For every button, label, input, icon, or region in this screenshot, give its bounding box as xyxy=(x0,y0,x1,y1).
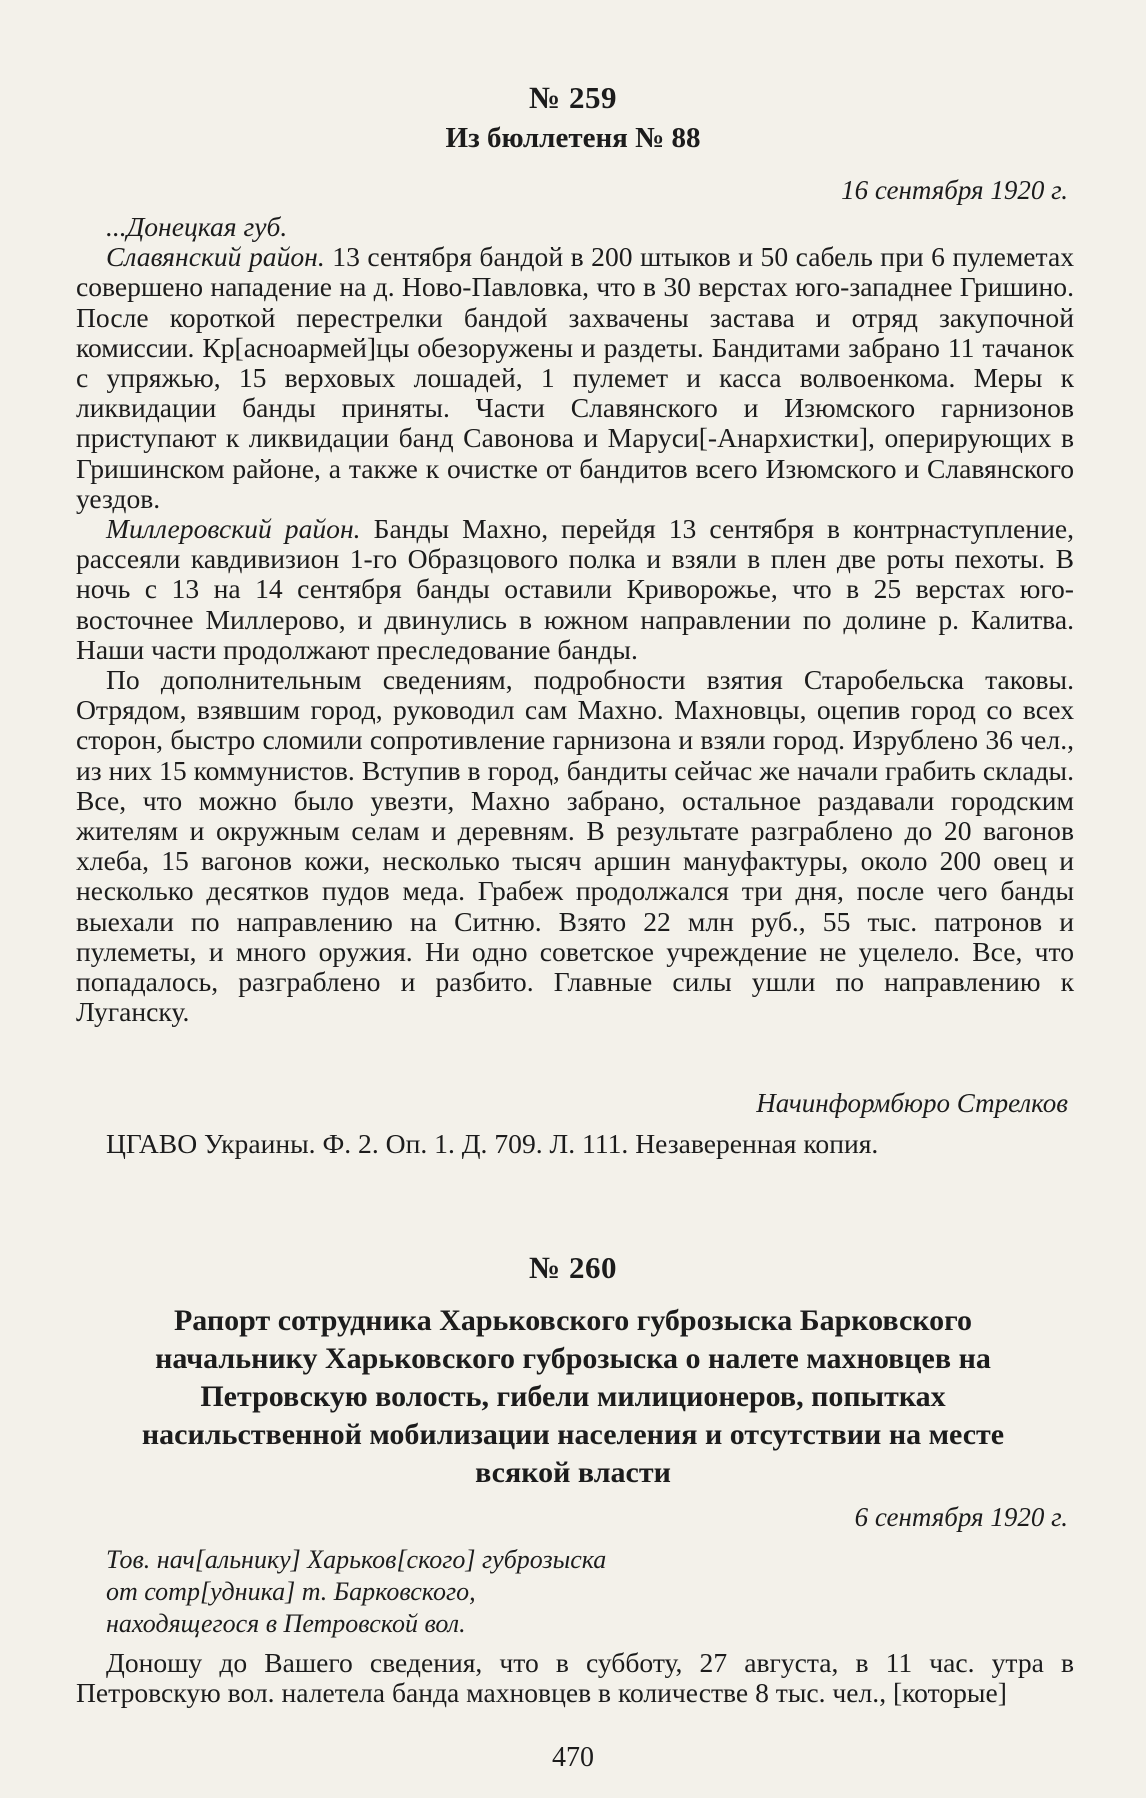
document-heading-260: Рапорт сотрудника Харьковского губрозыска Барковского начальнику Харьковского губрозыска о налете махновцев на Петровскую волость, гибели милиционеров, попытках насильственной мобилизации населения и отсутствии на месте всякой власти xyxy=(141,1304,1005,1489)
paragraph-slavyansk xyxy=(76,242,1074,514)
document-body-260 xyxy=(76,1648,1074,1708)
address-line: от сотр[удника] т. Барковского, xyxy=(106,1577,476,1606)
page-number: 470 xyxy=(552,1742,594,1773)
region-label: ...Донецкая губ. xyxy=(106,211,288,242)
paragraph-label: Славянский район. xyxy=(106,241,325,273)
paragraph-starobelsk: По дополнительным сведениям, подробности взятия Старобельска таковы. Отрядом, взявшим город, руководил сам Махно. Махновцы, оцепив город со всех сторон, быстро сломили сопротивление гарнизона и взяли город. Изрублено 36 чел., из них 15 коммунистов. Вступив в город, бандиты сейчас же начали грабить склады. Все, что можно было увезти, Махно забрано, остальное раздавали городским жителям и окружным селам и деревням. В результате разграблено до 20 вагонов хлеба, 15 вагонов кожи, несколько тысяч аршин мануфактуры, около 200 овец и несколько десятков пудов меда. Грабеж продолжался три дня, после чего банды выехали по направлению на Ситню. Взято 22 млн руб., 55 тыс. патронов и пулеметы, и много оружия. Ни одно советское учреждение не уцелело. Все, что попадалось, разграблено и разбито. Главные силы ушли по направлению к Луганску. xyxy=(76,664,1074,1028)
address-line: Тов. нач[альнику] Харьков[ского] губрозыска xyxy=(106,1545,607,1574)
document-date-260: 6 сентября 1920 г. xyxy=(854,1502,1068,1532)
document-number-260: № 260 xyxy=(529,1250,617,1285)
paragraph-label: Миллеровский район. xyxy=(106,513,361,545)
document-date-259: 16 сентября 1920 г. xyxy=(841,175,1068,205)
document-subtitle: Из бюллетеня № 88 xyxy=(445,122,701,154)
paragraph-millerovo xyxy=(76,514,1074,665)
archive-reference: ЦГАВО Украины. Ф. 2. Оп. 1. Д. 709. Л. 111. Незаверенная копия. xyxy=(106,1128,879,1159)
document-number-259: № 259 xyxy=(529,80,617,115)
paragraph-text: 13 сентября бандой в 200 штыков и 50 сабель при 6 пулеметах совершено нападение на д. Ново-Павловка, что в 30 верстах юго-западнее Гришино. После короткой перестрелки бандой захвачены застава и отряд закупочной комиссии. Кр[асноармей]цы обезоружены и раздеты. Бандитами забрано 11 тачанок с упряжью, 15 верховых лошадей, 1 пулемет и касса волвоенкома. Меры к ликвидации банды приняты. Части Славянского и Изюмского гарнизонов приступают к ликвидации банд Савонова и Маруси[-Анархистки], оперирующих в Гришинском районе, а также к очистке от бандитов всего Изюмского и Славянского уездов. xyxy=(76,241,1074,514)
signature: Начинформбюро Стрелков xyxy=(756,1088,1068,1118)
address-line: находящегося в Петровской вол. xyxy=(106,1609,466,1638)
report-paragraph: Доношу до Вашего сведения, что в субботу, 27 августа, в 11 час. утра в Петровскую вол. налетела банда махновцев в количестве 8 тыс. чел., [которые] xyxy=(76,1647,1074,1709)
paragraph-text: Банды Махно, перейдя 13 сентября в контрнаступление, рассеяли кавдивизион 1-го Образцового полка и взяли в плен две роты пехоты. В ночь с 13 на 14 сентября банды оставили Криворожье, что в 25 верстах юго-восточнее Миллерово, и двинулись в южном направлении по долине р. Калитва. Наши части продолжают преследование банды. xyxy=(76,513,1074,665)
addressee-block xyxy=(106,1544,606,1640)
document-body-259 xyxy=(76,212,1074,1027)
